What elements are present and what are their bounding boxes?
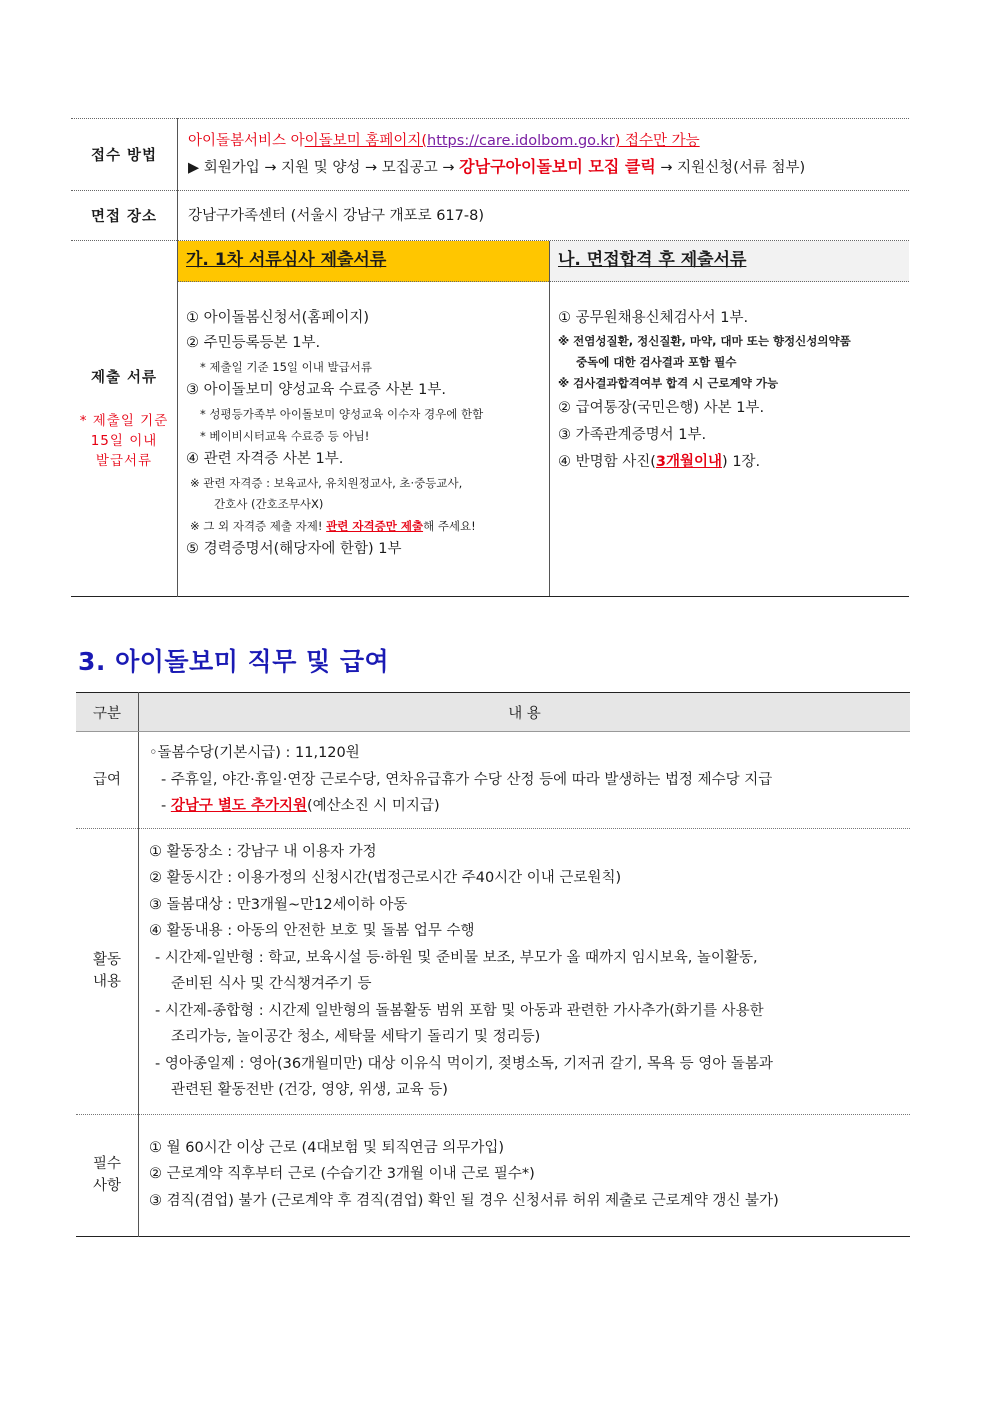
list-item: ③ 가족관계증명서 1부. <box>558 427 707 443</box>
header-category: 구분 <box>76 693 139 732</box>
list-note: * 성평등가족부 아이돌보미 양성교육 이수자 경우에 한함 <box>200 407 484 421</box>
reception-line-2: ▶ 회원가입 → 지원 및 양성 → 모집공고 → 강남구아이돌보미 모집 클릭 → 지원신청(서류 첨부) <box>188 157 806 176</box>
header-content: 내 용 <box>139 693 911 732</box>
first-round-title: 가. 1차 서류심사 제출서류 <box>178 241 549 282</box>
list-note: 중독에 대한 검사결과 포함 필수 <box>576 355 737 369</box>
interview-row <box>71 191 909 241</box>
list-note: ※ 관련 자격증 : 보육교사, 유치원정교사, 초·중등교사, <box>190 476 463 490</box>
activity-label: 활동 내용 <box>76 828 139 1114</box>
required-content: ① 월 60시간 이상 근로 (4대보험 및 퇴직연금 의무가입) ② 근로계약 직후부터 근로 (수습기간 3개월 이내 근로 필수*) ③ 겸직(겸업) 불가 (근로계약 후 겸직(겸업) 확인 될 경우 신청서류 허위 제출로 근로계약 갱신 불가) <box>149 1139 779 1209</box>
pay-content: ◦돌봄수당(기본시급) : 11,120원 - 주휴일, 야간·휴일·연장 근로수당, 연차유급휴가 수당 산정 등에 따라 발생하는 법정 제수당 지급 - 강남구 별도 추가지원(예산소진 시 미지급) <box>139 732 911 829</box>
post-interview-docs <box>550 241 910 596</box>
submission-label: 제출 서류 <box>90 370 158 386</box>
reception-line-1: 아이돌봄서비스 아이돌보미 홈페이지(https://care.idolbom.go.kr) 접수만 가능 <box>188 133 700 149</box>
first-round-docs <box>178 241 550 596</box>
list-note: 간호사 (간호조무사X) <box>214 497 324 511</box>
list-note: * 베이비시터교육 수료증 등 아님! <box>200 429 370 443</box>
list-item: ① 아이돌봄신청서(홈페이지) <box>186 310 369 326</box>
pay-row <box>76 732 910 829</box>
required-label: 필수 사항 <box>76 1114 139 1237</box>
list-note: ※ 전염성질환, 정신질환, 마약, 대마 또는 향정신성의약품 <box>558 334 851 348</box>
duties-pay-table <box>76 692 910 1237</box>
post-interview-title: 나. 면접합격 후 제출서류 <box>550 241 909 282</box>
required-row <box>76 1114 910 1237</box>
list-note: ※ 검사결과합격여부 합격 시 근로계약 가능 <box>558 376 779 390</box>
reception-content <box>178 119 910 191</box>
list-item: ⑤ 경력증명서(해당자에 한함) 1부 <box>186 541 402 557</box>
submission-row <box>71 241 909 597</box>
list-item: ② 주민등록등본 1부. <box>186 335 321 351</box>
list-item: ④ 반명함 사진(3개월이내) 1장. <box>558 454 761 470</box>
list-note: ※ 그 외 자격증 제출 자제! 관련 자격증만 제출해 주세요! <box>190 519 476 533</box>
reception-row <box>71 119 909 191</box>
submission-note: * 제출일 기준 15일 이내 발급서류 <box>79 413 169 469</box>
list-item: ① 공무원채용신체검사서 1부. <box>558 310 749 326</box>
pay-label: 급여 <box>76 732 139 829</box>
homepage-link[interactable]: https://care.idolbom.go.kr <box>427 133 615 149</box>
activity-content: ① 활동장소 : 강남구 내 이용자 가정 ② 활동시간 : 이용가정의 신청시간(법정근로시간 주40시간 이내 근로원칙) ③ 돌봄대상 : 만3개월~만12세이하 아동 ④ 활동내용 : 아동의 안전한 보호 및 돌봄 업무 수행 - 시간제-일반형 : 학교, 보육시설 등·하원 및 준비물 보조, 부모가 올 때까지 임시보육, 놀이활동, 준비된 식사 및 간식챙겨주기 등 - 시간제-종합형 : 시간제 일반형의 돌봄활동 범위 포함 및 아동과 관련한 가사추가(화기를 사용한 조리가능, 놀이공간 청소, 세탁물 세탁기 돌리기 및 정리등) - 영아종일제 : 영아(36개월미만) 대상 이유식 먹이기, 젖병소독, 기저귀 갈기, 목욕 등 영아 돌봄과 관련된 활동전반 (건강, 영양, 위생, 교육 등) <box>139 828 911 1114</box>
interview-location: 강남구가족센터 (서울시 강남구 개포로 617-8) <box>178 191 910 241</box>
reception-label: 접수 방법 <box>71 119 178 191</box>
activity-row <box>76 828 910 1114</box>
table-header <box>76 693 910 732</box>
application-info-table <box>71 118 909 597</box>
submission-label-cell <box>71 241 178 597</box>
list-item: ② 급여통장(국민은행) 사본 1부. <box>558 400 765 416</box>
section-title: 3. 아이돌보미 직무 및 급여 <box>78 647 390 676</box>
list-item: ③ 아이돌보미 양성교육 수료증 사본 1부. <box>186 382 446 398</box>
list-note: * 제출일 기준 15일 이내 발급서류 <box>200 360 372 374</box>
list-item: ④ 관련 자격증 사본 1부. <box>186 451 344 467</box>
interview-label: 면접 장소 <box>71 191 178 241</box>
